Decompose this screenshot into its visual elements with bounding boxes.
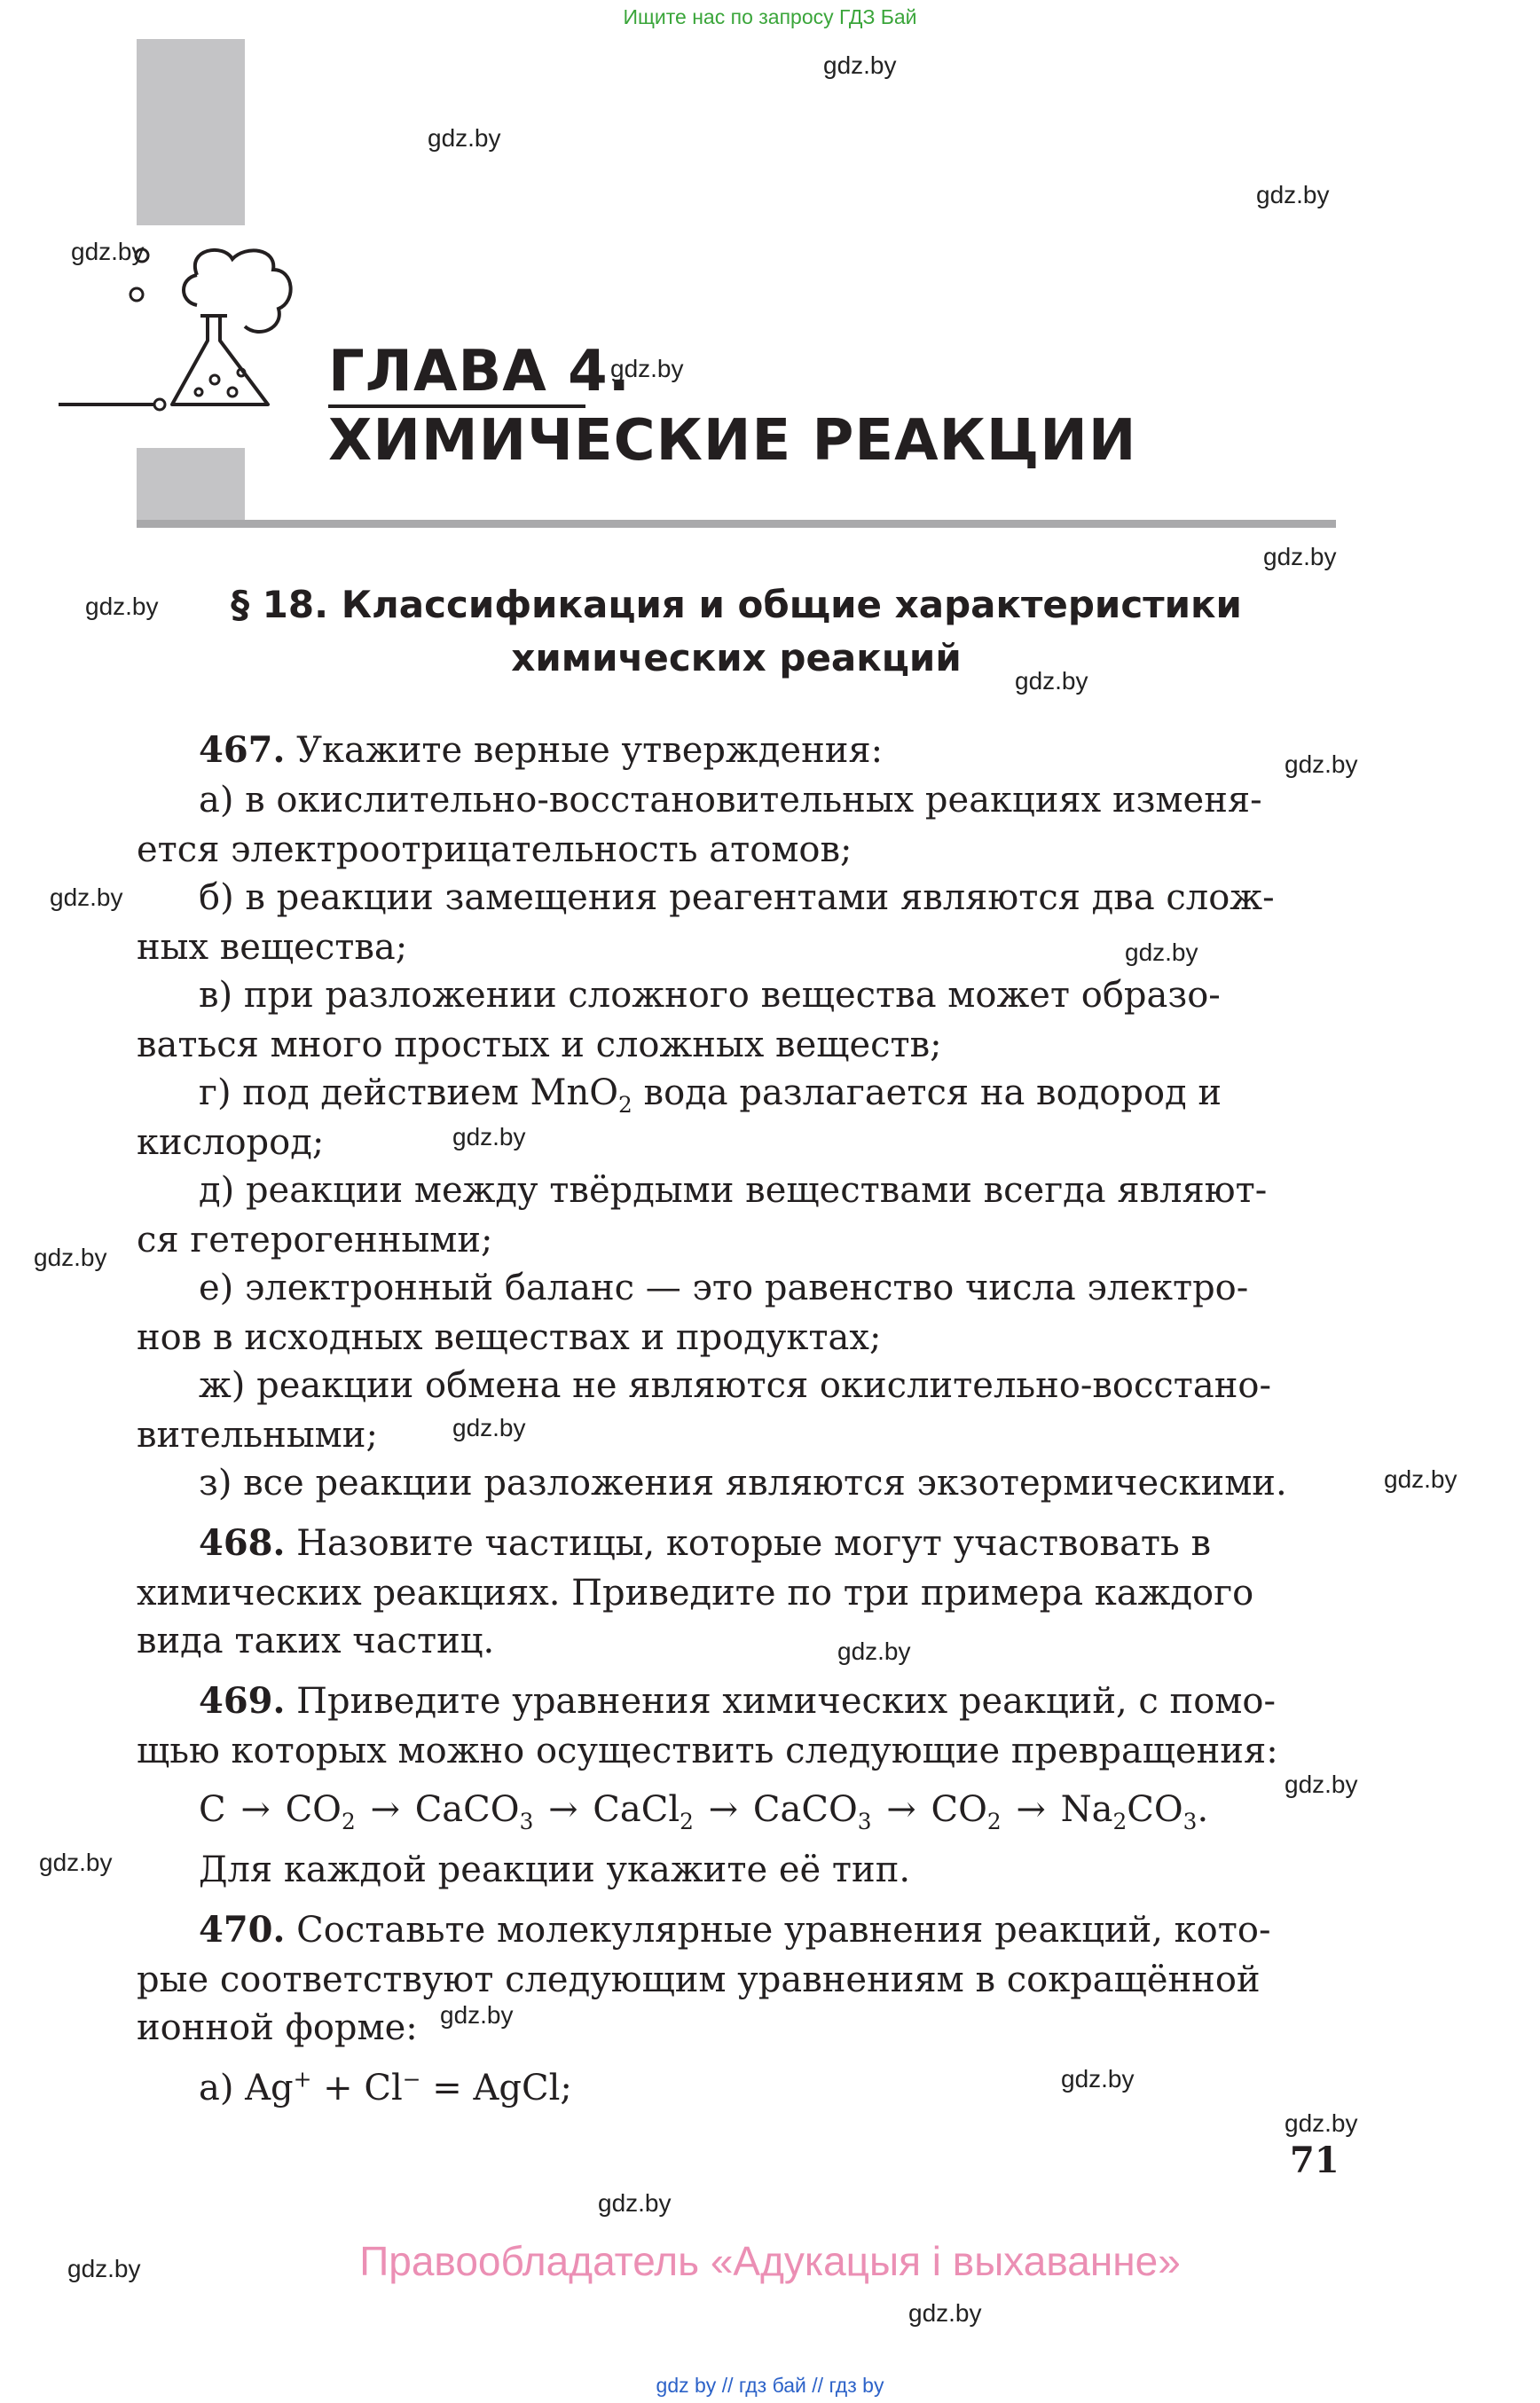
task-467-e-line1: д) реакции между твёрдыми веществами всегда являют- bbox=[199, 1170, 1268, 1211]
bottom-link-separator: // bbox=[812, 2374, 824, 2397]
task-469-line4: Для каждой реакции укажите её тип. bbox=[199, 1849, 911, 1890]
chain-cacl2-sub: 2 bbox=[680, 1809, 694, 1834]
watermark: gdz.by bbox=[823, 51, 897, 79]
task-467-h-line1: з) все реакции разложения являются экзотермическими. bbox=[199, 1463, 1287, 1504]
watermark: gdz.by bbox=[39, 1849, 113, 1876]
chapter-label: ГЛАВА 4. bbox=[328, 339, 631, 404]
watermark: gdz.by bbox=[452, 1414, 526, 1441]
chain-caco3: CaCO bbox=[414, 1789, 520, 1830]
task-469-chain bbox=[199, 1785, 1208, 1834]
eq-ag-charge: + bbox=[293, 2066, 312, 2093]
eq-mid: + Cl bbox=[311, 2068, 403, 2109]
watermark: gdz.by bbox=[452, 1123, 526, 1150]
chain-na2-sub: 2 bbox=[1112, 1809, 1128, 1834]
task-467-a-line1: а) в окислительно-восстановительных реакциях изменя- bbox=[199, 780, 1262, 821]
chapter-title: ХИМИЧЕСКИЕ РЕАКЦИИ bbox=[328, 408, 1137, 474]
task-467-f-line1: е) электронный баланс — это равенство числа электро- bbox=[199, 1268, 1249, 1308]
task-467-intro bbox=[199, 726, 883, 775]
bottom-links bbox=[0, 2374, 1540, 2398]
task-470-equation bbox=[199, 2063, 572, 2113]
chain-caco3-sub: 3 bbox=[857, 1809, 872, 1834]
task-467-d-line2: кислород; bbox=[137, 1122, 325, 1163]
bottom-link-gdz-bai[interactable]: гдз бай bbox=[738, 2374, 806, 2397]
task-467-a-line2: ется электроотрицательность атомов; bbox=[137, 829, 852, 870]
watermark: gdz.by bbox=[908, 2299, 982, 2327]
header-gray-bar-bottom bbox=[137, 448, 245, 523]
watermark: gdz.by bbox=[1256, 181, 1330, 208]
task-469-line2: щью которых можно осуществить следующие превращения: bbox=[137, 1731, 1278, 1771]
chain-co2-sub: 2 bbox=[986, 1809, 1002, 1834]
section-title-line2: химических реакций bbox=[511, 636, 962, 679]
chain-cacl2: CaCl bbox=[593, 1789, 680, 1830]
watermark: gdz.by bbox=[34, 1244, 107, 1271]
watermark: gdz.by bbox=[1384, 1465, 1458, 1493]
watermark: gdz.by bbox=[85, 593, 159, 620]
watermark: gdz.by bbox=[71, 238, 145, 265]
task-467-g-line2: вительными; bbox=[137, 1415, 378, 1456]
chain-co2: CO bbox=[931, 1789, 987, 1830]
task-469-line1-text: Приведите уравнения химических реакций, с помо- bbox=[285, 1681, 1277, 1722]
task-468-line3: вида таких частиц. bbox=[137, 1621, 495, 1661]
chain-dot: . bbox=[1197, 1789, 1209, 1830]
watermark: gdz.by bbox=[440, 2001, 514, 2029]
watermark: gdz.by bbox=[837, 1637, 911, 1665]
task-470-line1 bbox=[199, 1905, 1270, 1955]
watermark: gdz.by bbox=[610, 355, 684, 382]
section-title bbox=[137, 578, 1336, 685]
chain-caco3-sub: 3 bbox=[519, 1809, 534, 1834]
chain-co2-sub: 2 bbox=[341, 1809, 356, 1834]
eq-prefix: а) Ag bbox=[199, 2068, 294, 2109]
watermark: gdz.by bbox=[50, 883, 123, 911]
task-467-b-line2: ных вещества; bbox=[137, 927, 408, 968]
task-470-line3: ионной форме: bbox=[137, 2007, 418, 2048]
flask-icon bbox=[55, 240, 321, 417]
task-468-number: 468. bbox=[199, 1522, 286, 1564]
header-gray-bar-top bbox=[137, 39, 245, 225]
task-467-c-line1: в) при разложении сложного вещества может образо- bbox=[199, 975, 1221, 1016]
task-467-g-line1: ж) реакции обмена не являются окислительно-восстано- bbox=[199, 1365, 1272, 1406]
task-467-d-line1 bbox=[199, 1068, 1222, 1118]
bottom-link-gdz-by[interactable]: gdz by bbox=[656, 2374, 717, 2397]
chain-arrow: → bbox=[548, 1789, 578, 1830]
chain-c: C bbox=[199, 1789, 226, 1830]
chain-co2: CO bbox=[285, 1789, 342, 1830]
rights-holder: Правообладатель «Адукацыя і выхаванне» bbox=[359, 2238, 1181, 2284]
chain-arrow: → bbox=[240, 1789, 271, 1830]
watermark: gdz.by bbox=[1125, 938, 1198, 966]
watermark: gdz.by bbox=[1285, 2109, 1358, 2137]
watermark: gdz.by bbox=[1285, 750, 1358, 778]
watermark: gdz.by bbox=[428, 124, 501, 152]
watermark: gdz.by bbox=[1263, 543, 1337, 570]
watermark: gdz.by bbox=[1285, 1771, 1358, 1798]
chain-arrow: → bbox=[1016, 1789, 1046, 1830]
chain-arrow: → bbox=[886, 1789, 916, 1830]
bottom-link-separator: // bbox=[721, 2374, 734, 2397]
task-467-d-before: г) под действием MnO bbox=[199, 1072, 619, 1113]
task-470-number: 470. bbox=[199, 1909, 286, 1951]
chain-arrow: → bbox=[708, 1789, 739, 1830]
chain-co3-sub: 3 bbox=[1182, 1809, 1198, 1834]
eq-tail: = AgCl; bbox=[420, 2068, 572, 2109]
bottom-link-gdz-by-ru[interactable]: гдз by bbox=[829, 2374, 884, 2397]
watermark: gdz.by bbox=[1061, 2065, 1135, 2093]
task-467-number: 467. bbox=[199, 729, 286, 771]
task-467-f-line2: нов в исходных веществах и продуктах; bbox=[137, 1317, 882, 1358]
task-467-e-line2: ся гетерогенными; bbox=[137, 1220, 493, 1260]
chain-na2co3-a: Na bbox=[1060, 1789, 1113, 1830]
task-467-intro-text: Укажите верные утверждения: bbox=[285, 730, 884, 771]
header-rule bbox=[137, 520, 1336, 528]
task-468-line2: химических реакциях. Приведите по три примера каждого bbox=[137, 1573, 1254, 1614]
section-title-line1: § 18. Классификация и общие характеристики bbox=[231, 583, 1242, 626]
chain-na2co3-b: CO bbox=[1127, 1789, 1183, 1830]
task-469-number: 469. bbox=[199, 1680, 286, 1722]
page-number: 71 bbox=[1290, 2140, 1340, 2181]
task-467-c-line2: ваться много простых и сложных веществ; bbox=[137, 1025, 942, 1065]
eq-cl-charge: − bbox=[402, 2066, 421, 2093]
task-467-d-subscript: 2 bbox=[618, 1092, 632, 1118]
watermark: gdz.by bbox=[67, 2255, 141, 2282]
task-467-b-line1: б) в реакции замещения реагентами являются два слож- bbox=[199, 877, 1275, 918]
task-469-line1 bbox=[199, 1677, 1276, 1726]
task-468-line1 bbox=[199, 1519, 1211, 1568]
top-banner-link[interactable]: Ищите нас по запросу ГДЗ Бай bbox=[623, 5, 917, 28]
task-470-line2: рые соответствуют следующим уравнениям в сокращённой bbox=[137, 1959, 1261, 2000]
chain-caco3: CaCO bbox=[752, 1789, 858, 1830]
watermark: gdz.by bbox=[598, 2189, 672, 2217]
chain-arrow: → bbox=[370, 1789, 400, 1830]
watermark: gdz.by bbox=[1015, 667, 1088, 695]
task-467-d-after: вода разлагается на водород и bbox=[632, 1072, 1222, 1113]
task-468-line1-text: Назовите частицы, которые могут участвовать в bbox=[285, 1523, 1212, 1564]
task-470-line1-text: Составьте молекулярные уравнения реакций, кото- bbox=[285, 1910, 1271, 1951]
